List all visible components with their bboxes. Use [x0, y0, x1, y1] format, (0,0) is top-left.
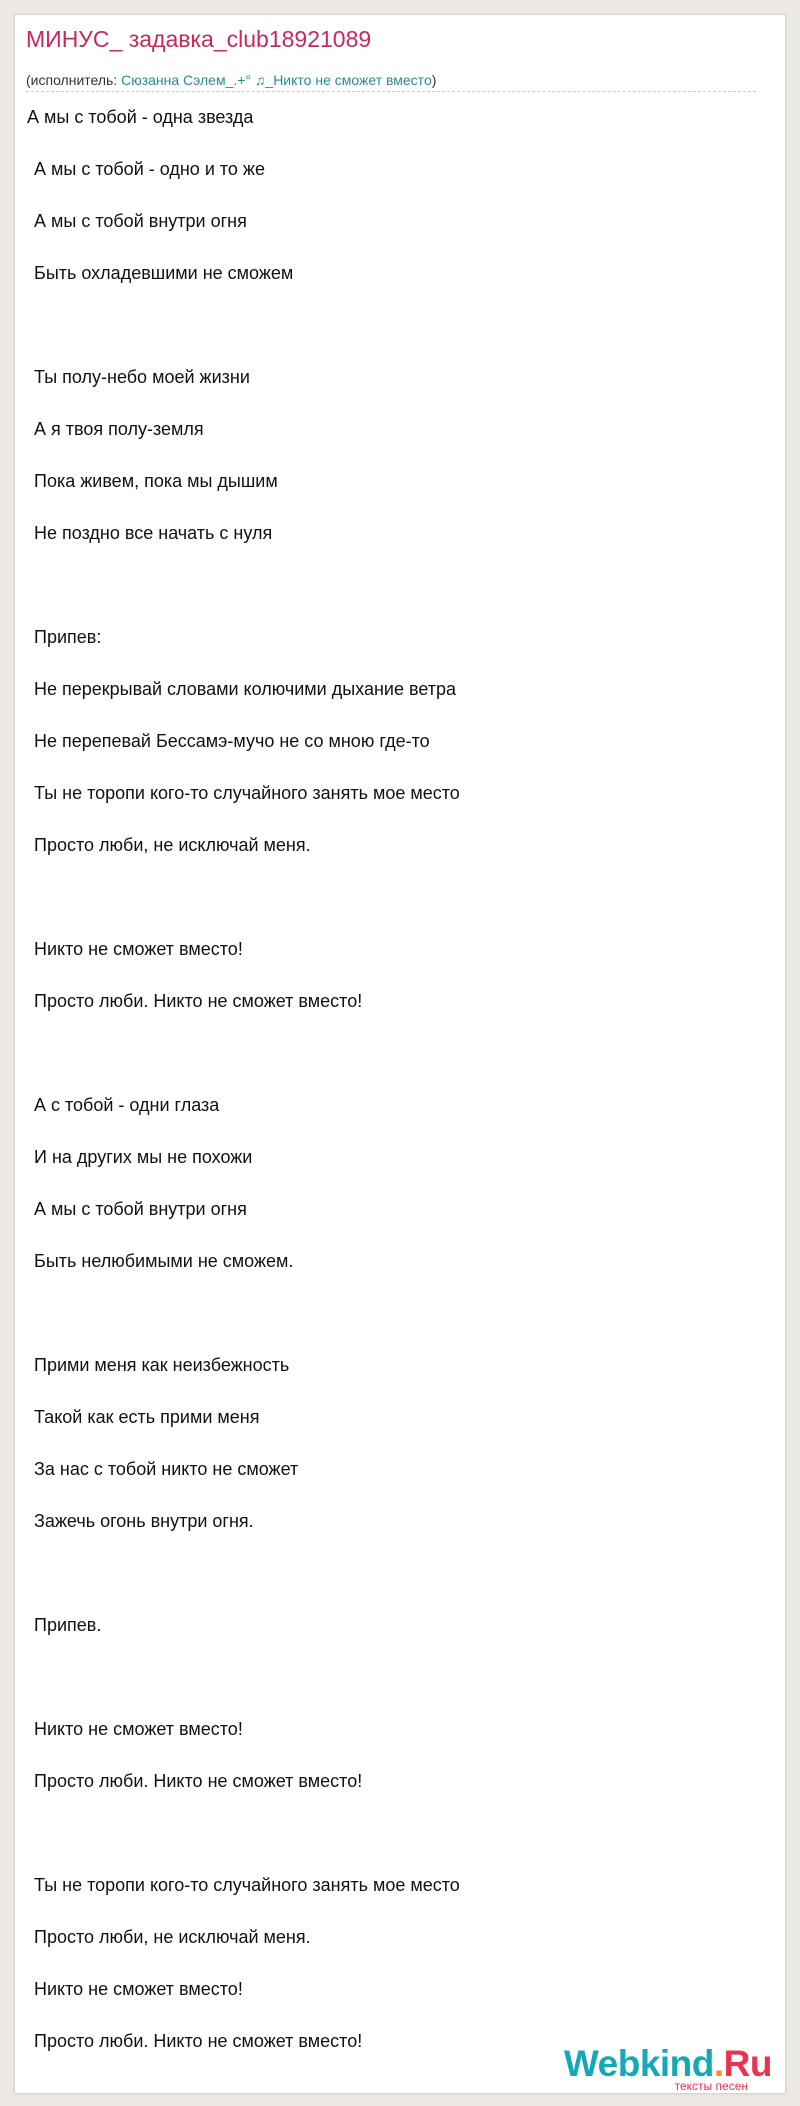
lyric-line: Просто люби, не исключай меня.	[34, 835, 311, 855]
lyric-line: Ты не торопи кого-то случайного занять мое место	[34, 1875, 460, 1895]
lyric-line: Быть охладевшими не сможем	[34, 263, 294, 283]
artist-link[interactable]: Сюзанна Сэлем_.+° ♫_Никто не сможет вместо	[121, 72, 432, 88]
lyric-line: Никто не сможет вместо!	[34, 939, 243, 959]
artist-line	[26, 72, 756, 92]
lyric-line: Ты полу-небо моей жизни	[34, 367, 250, 387]
page-title: МИНУС_ задавка_club18921089	[26, 26, 372, 52]
lyric-line: Прими меня как неизбежность	[34, 1355, 290, 1375]
lyric-line: И на других мы не похожи	[34, 1147, 253, 1167]
lyric-line: Не поздно все начать с нуля	[34, 523, 273, 543]
lyric-line: А я твоя полу-земля	[34, 419, 204, 439]
lyric-line: Просто люби, не исключай меня.	[34, 1927, 311, 1947]
lyric-line: Не перекрывай словами колючими дыхание ветра	[34, 679, 457, 699]
lyric-line: Припев:	[34, 627, 102, 647]
lyric-line: Не перепевай Бессамэ-мучо не со мною где-то	[34, 731, 430, 751]
logo-dot: .	[713, 2043, 724, 2084]
lyric-line: Просто люби. Никто не сможет вместо!	[34, 1771, 363, 1791]
lyric-line: Просто люби. Никто не сможет вместо!	[34, 2031, 363, 2051]
lyric-line: Такой как есть прими меня	[34, 1407, 260, 1427]
logo-main-text: Webkind	[563, 2043, 714, 2084]
lyric-line: За нас с тобой никто не сможет	[34, 1459, 299, 1479]
logo-wordmark	[564, 2045, 772, 2083]
logo-subtitle: тексты песен	[674, 2079, 748, 2093]
lyric-line: Зажечь огонь внутри огня.	[34, 1511, 254, 1531]
lyric-line: А мы с тобой внутри огня	[34, 1199, 247, 1219]
artist-prefix: (исполнитель:	[26, 72, 122, 88]
lyric-line: А мы с тобой - одно и то же	[34, 159, 265, 179]
artist-suffix: )	[431, 72, 437, 88]
lyric-line: Ты не торопи кого-то случайного занять мое место	[34, 783, 460, 803]
lyric-line: А мы с тобой - одна звезда	[27, 107, 254, 127]
lyric-line: А мы с тобой внутри огня	[34, 211, 247, 231]
lyric-line: А с тобой - одни глаза	[34, 1095, 220, 1115]
lyric-line: Просто люби. Никто не сможет вместо!	[34, 991, 363, 1011]
lyric-line: Пока живем, пока мы дышим	[34, 471, 278, 491]
logo-tld: Ru	[723, 2043, 772, 2084]
lyric-line: Быть нелюбимыми не сможем.	[34, 1251, 294, 1271]
lyric-line: Никто не сможет вместо!	[34, 1719, 243, 1739]
lyric-line: Никто не сможет вместо!	[34, 1979, 243, 1999]
webkind-logo[interactable]	[564, 2045, 772, 2092]
lyric-line: Припев.	[34, 1615, 102, 1635]
